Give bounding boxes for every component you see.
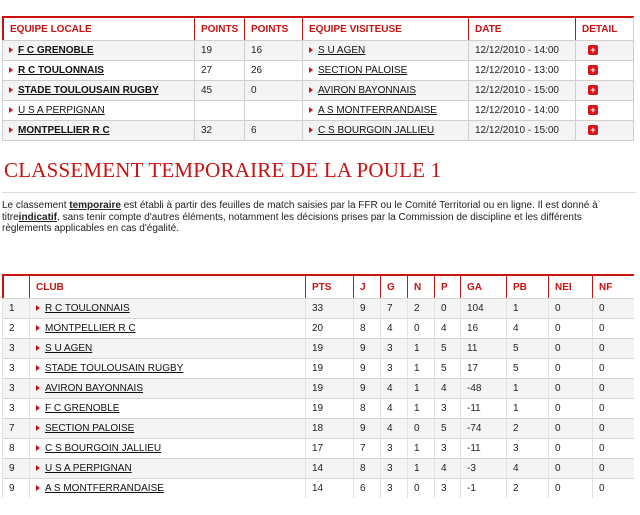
pb-cell: 2 <box>506 418 548 438</box>
home-points: 32 <box>194 120 244 141</box>
match-date: 12/12/2010 - 15:00 <box>468 80 575 100</box>
j-cell: 9 <box>353 338 380 358</box>
arrow-right-icon <box>36 365 40 371</box>
nf-cell: 0 <box>592 378 634 398</box>
club-cell <box>29 318 305 338</box>
rank-cell: 3 <box>2 338 29 358</box>
header-j: J <box>353 274 380 298</box>
match-row <box>2 60 634 80</box>
pb-cell: 5 <box>506 338 548 358</box>
header-ga: GA <box>460 274 506 298</box>
g-cell: 3 <box>380 478 407 498</box>
ga-cell: -3 <box>460 458 506 478</box>
pts-cell: 19 <box>305 358 353 378</box>
club-link[interactable]: U S A PERPIGNAN <box>45 463 132 474</box>
rank-cell: 8 <box>2 438 29 458</box>
away-team-link[interactable]: AVIRON BAYONNAIS <box>318 85 416 96</box>
n-cell: 0 <box>407 318 434 338</box>
p-cell: 0 <box>434 298 460 318</box>
ga-cell: 16 <box>460 318 506 338</box>
rank-cell: 3 <box>2 358 29 378</box>
nei-cell: 0 <box>548 378 592 398</box>
nf-cell: 0 <box>592 418 634 438</box>
home-team-link[interactable]: STADE TOULOUSAIN RUGBY <box>18 85 159 96</box>
matches-table <box>2 16 634 141</box>
n-cell: 1 <box>407 398 434 418</box>
ga-cell: -48 <box>460 378 506 398</box>
p-cell: 5 <box>434 358 460 378</box>
ga-cell: -74 <box>460 418 506 438</box>
n-cell: 0 <box>407 418 434 438</box>
away-team-link[interactable]: SECTION PALOISE <box>318 65 408 76</box>
arrow-right-icon <box>309 107 313 113</box>
standing-row <box>2 318 634 338</box>
standing-row <box>2 438 634 458</box>
p-cell: 3 <box>434 438 460 458</box>
nf-cell: 0 <box>592 338 634 358</box>
header-nf: NF <box>592 274 634 298</box>
club-link[interactable]: A S MONTFERRANDAISE <box>45 483 164 494</box>
match-row <box>2 80 634 100</box>
nf-cell: 0 <box>592 438 634 458</box>
arrow-right-icon <box>36 485 40 491</box>
arrow-right-icon <box>9 107 13 113</box>
rank-cell: 9 <box>2 478 29 498</box>
pts-cell: 19 <box>305 338 353 358</box>
standing-row <box>2 458 634 478</box>
header-detail: DETAIL <box>575 16 634 40</box>
divider <box>2 192 636 193</box>
j-cell: 9 <box>353 418 380 438</box>
home-team-cell <box>2 120 194 141</box>
pb-cell: 1 <box>506 398 548 418</box>
ga-cell: -11 <box>460 438 506 458</box>
nei-cell: 0 <box>548 318 592 338</box>
arrow-right-icon <box>9 127 13 133</box>
p-cell: 4 <box>434 318 460 338</box>
match-row <box>2 100 634 120</box>
home-team-cell <box>2 40 194 60</box>
pb-cell: 2 <box>506 478 548 498</box>
note-text-1: Le classement <box>2 200 70 211</box>
nf-cell: 0 <box>592 298 634 318</box>
ga-cell: 17 <box>460 358 506 378</box>
n-cell: 1 <box>407 458 434 478</box>
rank-cell: 3 <box>2 378 29 398</box>
header-points-away: POINTS <box>244 16 302 40</box>
away-team-link[interactable]: S U AGEN <box>318 45 366 56</box>
standings-table <box>2 274 634 498</box>
n-cell: 2 <box>407 298 434 318</box>
header-away-team: EQUIPE VISITEUSE <box>302 16 468 40</box>
pts-cell: 20 <box>305 318 353 338</box>
pts-cell: 19 <box>305 378 353 398</box>
nei-cell: 0 <box>548 458 592 478</box>
club-link[interactable]: R C TOULONNAIS <box>45 303 130 314</box>
nei-cell: 0 <box>548 438 592 458</box>
away-team-cell <box>302 80 468 100</box>
ga-cell: 11 <box>460 338 506 358</box>
club-link[interactable]: MONTPELLIER R C <box>45 323 136 334</box>
home-team-cell <box>2 60 194 80</box>
j-cell: 8 <box>353 458 380 478</box>
club-link[interactable]: F C GRENOBLE <box>45 403 120 414</box>
header-n: N <box>407 274 434 298</box>
ga-cell: -1 <box>460 478 506 498</box>
arrow-right-icon <box>36 345 40 351</box>
g-cell: 4 <box>380 378 407 398</box>
pb-cell: 1 <box>506 298 548 318</box>
g-cell: 4 <box>380 398 407 418</box>
detail-cell <box>575 120 634 141</box>
club-link[interactable]: AVIRON BAYONNAIS <box>45 383 143 394</box>
match-date: 12/12/2010 - 14:00 <box>468 40 575 60</box>
home-points: 27 <box>194 60 244 80</box>
matches-header-row <box>2 16 634 40</box>
ga-cell: -11 <box>460 398 506 418</box>
header-pb: PB <box>506 274 548 298</box>
away-team-link[interactable]: C S BOURGOIN JALLIEU <box>318 125 435 136</box>
arrow-right-icon <box>309 67 313 73</box>
n-cell: 1 <box>407 338 434 358</box>
nei-cell: 0 <box>548 338 592 358</box>
club-cell <box>29 298 305 318</box>
nei-cell: 0 <box>548 478 592 498</box>
n-cell: 1 <box>407 438 434 458</box>
match-date: 12/12/2010 - 13:00 <box>468 60 575 80</box>
club-cell <box>29 358 305 378</box>
club-link[interactable]: C S BOURGOIN JALLIEU <box>45 443 162 454</box>
club-cell <box>29 338 305 358</box>
arrow-right-icon <box>36 425 40 431</box>
plus-icon[interactable]: + <box>588 45 598 55</box>
header-p: P <box>434 274 460 298</box>
home-team-link[interactable]: R C TOULONNAIS <box>18 65 104 76</box>
club-cell <box>29 438 305 458</box>
note-text-3: , sans tenir compte d'autres éléments, notamment les décisions prises par la Commission de discipline et les différents règlements applicables en cas d'égalité. <box>2 211 582 234</box>
nf-cell: 0 <box>592 358 634 378</box>
g-cell: 3 <box>380 438 407 458</box>
standing-row <box>2 338 634 358</box>
pts-cell: 14 <box>305 458 353 478</box>
g-cell: 7 <box>380 298 407 318</box>
header-home-team: EQUIPE LOCALE <box>2 16 194 40</box>
n-cell: 1 <box>407 358 434 378</box>
home-points <box>194 100 244 120</box>
g-cell: 4 <box>380 318 407 338</box>
pts-cell: 18 <box>305 418 353 438</box>
header-pts: PTS <box>305 274 353 298</box>
pb-cell: 4 <box>506 318 548 338</box>
club-link[interactable]: STADE TOULOUSAIN RUGBY <box>45 363 184 374</box>
home-team-cell <box>2 100 194 120</box>
arrow-right-icon <box>36 325 40 331</box>
club-cell <box>29 378 305 398</box>
club-cell <box>29 418 305 438</box>
arrow-right-icon <box>36 385 40 391</box>
match-row <box>2 120 634 141</box>
away-points: 16 <box>244 40 302 60</box>
ranking-title: CLASSEMENT TEMPORAIRE DE LA POULE 1 <box>4 158 442 182</box>
standing-row <box>2 378 634 398</box>
pts-cell: 14 <box>305 478 353 498</box>
standing-row <box>2 398 634 418</box>
match-date: 12/12/2010 - 15:00 <box>468 120 575 141</box>
j-cell: 8 <box>353 398 380 418</box>
pb-cell: 4 <box>506 458 548 478</box>
pts-cell: 17 <box>305 438 353 458</box>
arrow-right-icon <box>9 87 13 93</box>
arrow-right-icon <box>309 47 313 53</box>
nei-cell: 0 <box>548 398 592 418</box>
pb-cell: 3 <box>506 438 548 458</box>
nei-cell: 0 <box>548 418 592 438</box>
standing-row <box>2 478 634 498</box>
club-link[interactable]: SECTION PALOISE <box>45 423 135 434</box>
away-points: 0 <box>244 80 302 100</box>
note-bold-temporaire: temporaire <box>69 200 121 211</box>
detail-cell <box>575 80 634 100</box>
p-cell: 3 <box>434 478 460 498</box>
standing-row <box>2 418 634 438</box>
g-cell: 3 <box>380 458 407 478</box>
standings-header-row <box>2 274 634 298</box>
home-points: 19 <box>194 40 244 60</box>
club-cell <box>29 398 305 418</box>
club-link[interactable]: S U AGEN <box>45 343 93 354</box>
rank-cell: 1 <box>2 298 29 318</box>
rank-cell: 7 <box>2 418 29 438</box>
away-points: 26 <box>244 60 302 80</box>
header-club: CLUB <box>29 274 305 298</box>
header-nei: NEI <box>548 274 592 298</box>
p-cell: 5 <box>434 418 460 438</box>
plus-icon[interactable]: + <box>588 105 598 115</box>
header-date: DATE <box>468 16 575 40</box>
arrow-right-icon <box>36 465 40 471</box>
standing-row <box>2 358 634 378</box>
away-team-cell <box>302 60 468 80</box>
pts-cell: 33 <box>305 298 353 318</box>
p-cell: 5 <box>434 338 460 358</box>
note-text-2: est établi à partir des feuilles de match saisies par la FFR ou le Comité Territorial ou en ligne. Il est donné à titre <box>2 200 598 223</box>
j-cell: 6 <box>353 478 380 498</box>
home-team-link[interactable]: F C GRENOBLE <box>18 45 94 56</box>
club-cell <box>29 458 305 478</box>
j-cell: 9 <box>353 298 380 318</box>
home-team-cell <box>2 80 194 100</box>
arrow-right-icon <box>309 87 313 93</box>
away-team-cell <box>302 40 468 60</box>
p-cell: 4 <box>434 378 460 398</box>
match-row <box>2 40 634 60</box>
home-team-link[interactable]: U S A PERPIGNAN <box>18 105 105 116</box>
nf-cell: 0 <box>592 478 634 498</box>
j-cell: 9 <box>353 358 380 378</box>
nei-cell: 0 <box>548 298 592 318</box>
g-cell: 3 <box>380 358 407 378</box>
club-cell <box>29 478 305 498</box>
plus-icon[interactable]: + <box>588 125 598 135</box>
away-team-cell <box>302 120 468 141</box>
ga-cell: 104 <box>460 298 506 318</box>
match-date: 12/12/2010 - 14:00 <box>468 100 575 120</box>
nf-cell: 0 <box>592 398 634 418</box>
rank-cell: 9 <box>2 458 29 478</box>
away-team-cell <box>302 100 468 120</box>
g-cell: 3 <box>380 338 407 358</box>
pb-cell: 5 <box>506 358 548 378</box>
detail-cell <box>575 60 634 80</box>
rank-cell: 2 <box>2 318 29 338</box>
arrow-right-icon <box>36 445 40 451</box>
header-rank <box>2 274 29 298</box>
away-points <box>244 100 302 120</box>
pb-cell: 1 <box>506 378 548 398</box>
rank-cell: 3 <box>2 398 29 418</box>
j-cell: 8 <box>353 318 380 338</box>
standing-row <box>2 298 634 318</box>
p-cell: 3 <box>434 398 460 418</box>
n-cell: 1 <box>407 378 434 398</box>
arrow-right-icon <box>309 127 313 133</box>
arrow-right-icon <box>36 305 40 311</box>
j-cell: 7 <box>353 438 380 458</box>
home-points: 45 <box>194 80 244 100</box>
arrow-right-icon <box>36 405 40 411</box>
arrow-right-icon <box>9 67 13 73</box>
nf-cell: 0 <box>592 318 634 338</box>
header-points-home: POINTS <box>194 16 244 40</box>
away-points: 6 <box>244 120 302 141</box>
pts-cell: 19 <box>305 398 353 418</box>
plus-icon[interactable]: + <box>588 85 598 95</box>
header-g: G <box>380 274 407 298</box>
nf-cell: 0 <box>592 458 634 478</box>
g-cell: 4 <box>380 418 407 438</box>
note-bold-indicatif: indicatif <box>18 211 58 223</box>
away-team-link[interactable]: A S MONTFERRANDAISE <box>318 105 437 116</box>
n-cell: 0 <box>407 478 434 498</box>
nei-cell: 0 <box>548 358 592 378</box>
p-cell: 4 <box>434 458 460 478</box>
ranking-note <box>2 200 632 235</box>
detail-cell <box>575 40 634 60</box>
j-cell: 9 <box>353 378 380 398</box>
plus-icon[interactable]: + <box>588 65 598 75</box>
arrow-right-icon <box>9 47 13 53</box>
detail-cell <box>575 100 634 120</box>
home-team-link[interactable]: MONTPELLIER R C <box>18 125 110 136</box>
